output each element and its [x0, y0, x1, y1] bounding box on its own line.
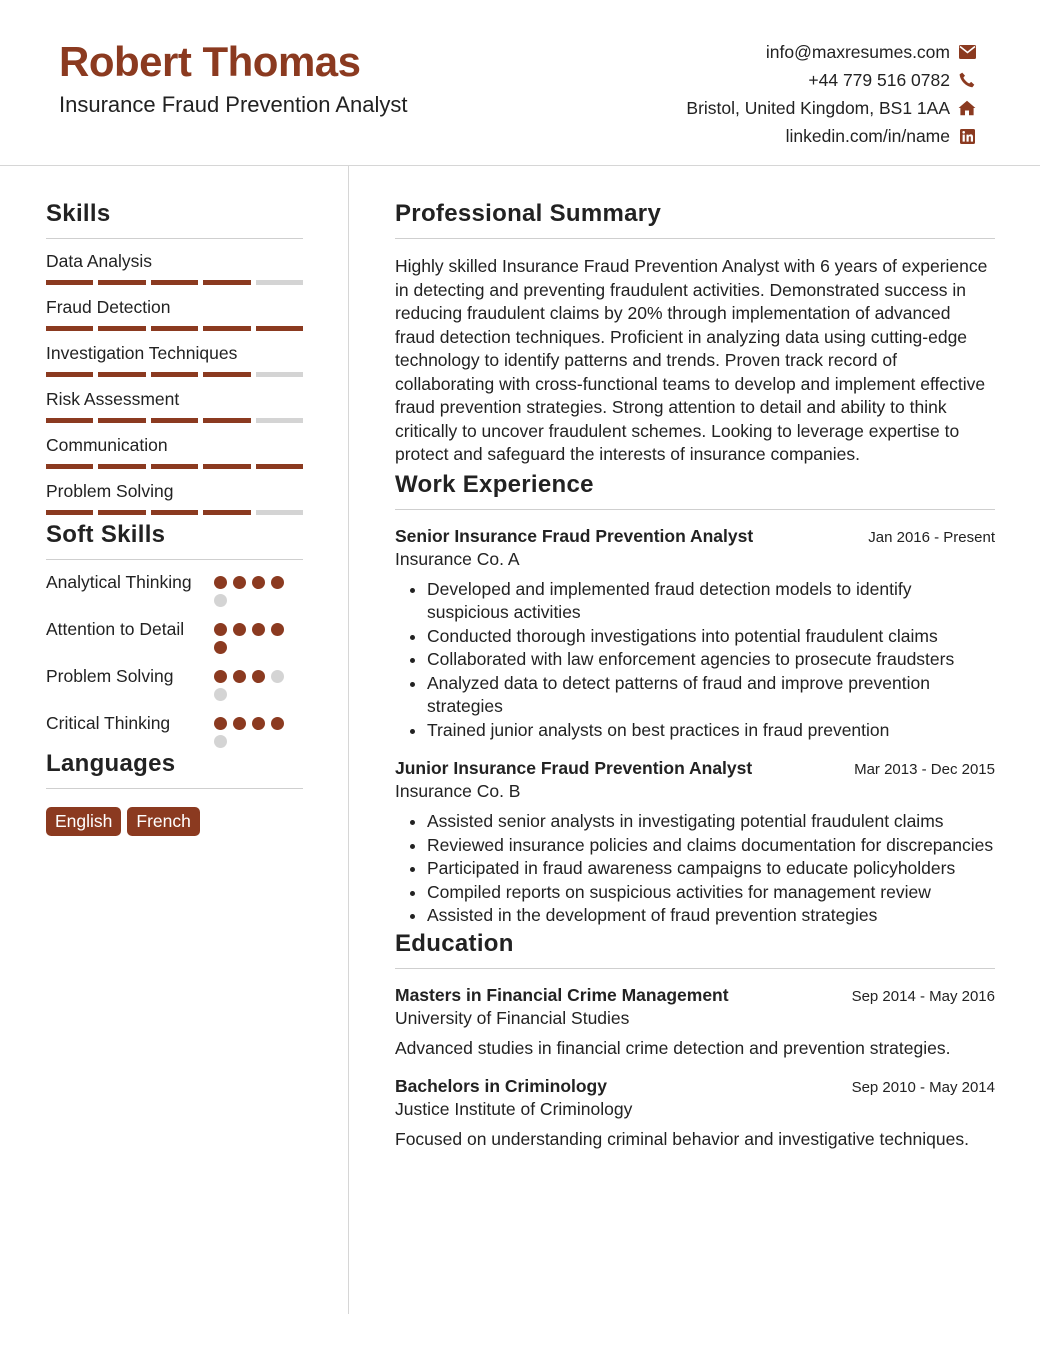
- soft-skills-list: [46, 570, 303, 748]
- rating-segment: [151, 326, 198, 331]
- soft-skill-item: [46, 570, 303, 607]
- phone-icon: [958, 71, 976, 89]
- rating-dot: [214, 717, 227, 730]
- soft-skill-rating: [214, 617, 294, 654]
- rating-segment: [98, 372, 145, 377]
- rating-dot: [214, 670, 227, 683]
- rating-dot: [271, 576, 284, 589]
- entry-header: [395, 985, 995, 1006]
- education-list: [395, 985, 995, 1152]
- rating-dot: [214, 735, 227, 748]
- rating-dot: [271, 717, 284, 730]
- column-divider: [348, 166, 349, 1314]
- job-date: Jan 2016 - Present: [868, 528, 995, 546]
- skill-rating-bar: [46, 372, 303, 377]
- job-bullet: • Reviewed insurance policies and claims documentation for discrepancies: [427, 834, 995, 858]
- job-company: Insurance Co. A: [395, 548, 520, 569]
- job-date: Mar 2013 - Dec 2015: [854, 761, 995, 778]
- rating-segment: [203, 372, 250, 377]
- rating-segment: [203, 280, 250, 285]
- experience-entry: [395, 758, 995, 928]
- contact-email[interactable]: [686, 38, 976, 66]
- job-bullet: • Compiled reports on suspicious activities for management review: [427, 881, 995, 905]
- job-bullet: • Assisted in the development of fraud prevention strategies: [427, 904, 995, 928]
- rating-dot: [252, 717, 265, 730]
- rating-dot: [271, 670, 284, 683]
- rating-segment: [151, 280, 198, 285]
- skill-name: Risk Assessment: [46, 389, 180, 409]
- entry-header: [395, 758, 995, 779]
- rating-segment: [151, 464, 198, 469]
- soft-skill-item: [46, 711, 303, 748]
- degree-description: Focused on understanding criminal behavior and investigative techniques.: [395, 1129, 969, 1149]
- soft-skill-name: Attention to Detail: [46, 619, 185, 639]
- rating-dot: [233, 670, 246, 683]
- rating-segment: [256, 418, 303, 423]
- rating-segment: [46, 418, 93, 423]
- job-bullet: • Assisted senior analysts in investigating potential fraudulent claims: [427, 810, 995, 834]
- rating-segment: [98, 510, 145, 515]
- skill-item: [46, 249, 303, 285]
- school-name: Justice Institute of Criminology: [395, 1099, 633, 1119]
- experience-list: [395, 526, 995, 928]
- entry-header: [395, 526, 995, 547]
- rating-segment: [203, 464, 250, 469]
- skill-item: [46, 341, 303, 377]
- rating-dot: [214, 641, 227, 654]
- home-icon: [958, 99, 976, 117]
- job-bullet: • Participated in fraud awareness campaigns to educate policyholders: [427, 857, 995, 881]
- skill-name: Investigation Techniques: [46, 343, 238, 363]
- job-bullet: • Trained junior analysts on best practices in fraud prevention: [427, 719, 995, 743]
- rating-dot: [233, 576, 246, 589]
- contact-address-text: Bristol, United Kingdom, BS1 1AA: [686, 97, 950, 118]
- school-name: University of Financial Studies: [395, 1007, 630, 1028]
- rating-dot: [252, 623, 265, 636]
- skill-rating-bar: [46, 280, 303, 285]
- skill-rating-bar: [46, 510, 303, 515]
- left-column: [46, 200, 303, 836]
- rating-segment: [256, 280, 303, 285]
- skill-name: Problem Solving: [46, 481, 174, 501]
- job-role: Junior Insurance Fraud Prevention Analyst: [395, 758, 753, 778]
- education-entry: [395, 1076, 995, 1152]
- job-role: Senior Insurance Fraud Prevention Analyst: [395, 525, 754, 546]
- contact-address: [686, 94, 976, 122]
- contact-info: [686, 38, 976, 150]
- rating-dot: [271, 623, 284, 636]
- degree-name: Bachelors in Criminology: [395, 1076, 607, 1096]
- rating-segment: [256, 326, 303, 331]
- job-bullet: • Collaborated with law enforcement agencies to prosecute fraudsters: [427, 648, 995, 672]
- rating-segment: [46, 510, 93, 515]
- rating-segment: [256, 372, 303, 377]
- rating-segment: [98, 326, 145, 331]
- soft-skill-name: Critical Thinking: [46, 713, 171, 733]
- summary-text: Highly skilled Insurance Fraud Prevention Analyst with 6 years of experience in detecting and preventing fraudulent activities. Demonstrated success in reducing fraudulent claims by 20% through implementation of advanced fraud detection techniques. Proficient in analyzing data using cutting-edge technology to identify patterns and trends. Proven track record of collaborating with cross-functional teams to develop and implement effective fraud prevention strategies. Strong attention to detail and ability to think critically to uncover fraudulent schemes. Looking to leverage expertise to protect and safeguard the interests of insurance companies.: [395, 256, 988, 464]
- right-column: [395, 200, 995, 1152]
- rating-segment: [46, 326, 93, 331]
- rating-segment: [203, 326, 250, 331]
- rating-dot: [214, 576, 227, 589]
- experience-heading: Work Experience: [395, 471, 995, 510]
- candidate-title: Insurance Fraud Prevention Analyst: [59, 92, 408, 117]
- rating-dot: [214, 623, 227, 636]
- languages-list: [46, 807, 303, 836]
- rating-dot: [214, 688, 227, 701]
- degree-date: Sep 2014 - May 2016: [851, 987, 995, 1005]
- degree-date: Sep 2010 - May 2014: [851, 1079, 995, 1096]
- soft-skill-rating: [214, 664, 294, 701]
- linkedin-icon: [958, 127, 976, 145]
- skill-item: [46, 479, 303, 515]
- soft-skill-rating: [214, 570, 294, 607]
- skill-rating-bar: [46, 326, 303, 331]
- rating-segment: [203, 510, 250, 515]
- candidate-name: Robert Thomas: [59, 38, 361, 85]
- skill-rating-bar: [46, 418, 303, 423]
- degree-name: Masters in Financial Crime Management: [395, 984, 729, 1005]
- rating-segment: [151, 418, 198, 423]
- rating-segment: [46, 280, 93, 285]
- job-bullets: [395, 578, 995, 743]
- job-bullets: [395, 810, 995, 928]
- rating-segment: [98, 418, 145, 423]
- rating-segment: [256, 464, 303, 469]
- soft-skills-heading: Soft Skills: [46, 521, 303, 560]
- language-badge: English: [46, 807, 121, 836]
- rating-segment: [151, 372, 198, 377]
- education-entry: [395, 985, 995, 1061]
- rating-dot: [233, 623, 246, 636]
- skill-rating-bar: [46, 464, 303, 469]
- rating-segment: [98, 464, 145, 469]
- rating-dot: [252, 576, 265, 589]
- soft-skill-rating: [214, 711, 294, 748]
- skill-name: Fraud Detection: [46, 297, 171, 317]
- rating-segment: [46, 372, 93, 377]
- experience-entry: [395, 526, 995, 743]
- rating-segment: [98, 280, 145, 285]
- soft-skill-item: [46, 664, 303, 701]
- skill-item: [46, 295, 303, 331]
- skill-item: [46, 387, 303, 423]
- rating-dot: [214, 594, 227, 607]
- job-bullet: • Analyzed data to detect patterns of fraud and improve prevention strategies: [427, 672, 995, 719]
- entry-header: [395, 1076, 995, 1097]
- soft-skill-name: Problem Solving: [46, 666, 174, 686]
- contact-email-text: info@maxresumes.com: [765, 41, 950, 62]
- language-badge: French: [127, 807, 199, 836]
- rating-segment: [151, 510, 198, 515]
- education-heading: Education: [395, 930, 995, 969]
- contact-phone[interactable]: [686, 66, 976, 94]
- job-bullet: • Conducted thorough investigations into potential fraudulent claims: [427, 625, 995, 649]
- rating-dot: [252, 670, 265, 683]
- skill-name: Data Analysis: [46, 251, 153, 271]
- summary-heading: Professional Summary: [395, 200, 995, 239]
- rating-segment: [203, 418, 250, 423]
- soft-skill-name: Analytical Thinking: [46, 572, 192, 592]
- rating-segment: [256, 510, 303, 515]
- resume-header: [0, 0, 1040, 166]
- skill-item: [46, 433, 303, 469]
- contact-linkedin[interactable]: [686, 122, 976, 150]
- skill-name: Communication: [46, 435, 168, 455]
- job-bullet: • Developed and implemented fraud detection models to identify suspicious activities: [427, 578, 995, 625]
- rating-segment: [46, 464, 93, 469]
- soft-skill-item: [46, 617, 303, 654]
- skills-list: [46, 249, 303, 515]
- skills-heading: Skills: [46, 200, 303, 239]
- degree-description: Advanced studies in financial crime detection and prevention strategies.: [395, 1037, 951, 1058]
- languages-heading: Languages: [46, 750, 303, 789]
- envelope-icon: [958, 43, 976, 61]
- rating-dot: [233, 717, 246, 730]
- job-company: Insurance Co. B: [395, 781, 521, 801]
- contact-linkedin-text: linkedin.com/in/name: [785, 125, 950, 146]
- contact-phone-text: +44 779 516 0782: [808, 69, 950, 90]
